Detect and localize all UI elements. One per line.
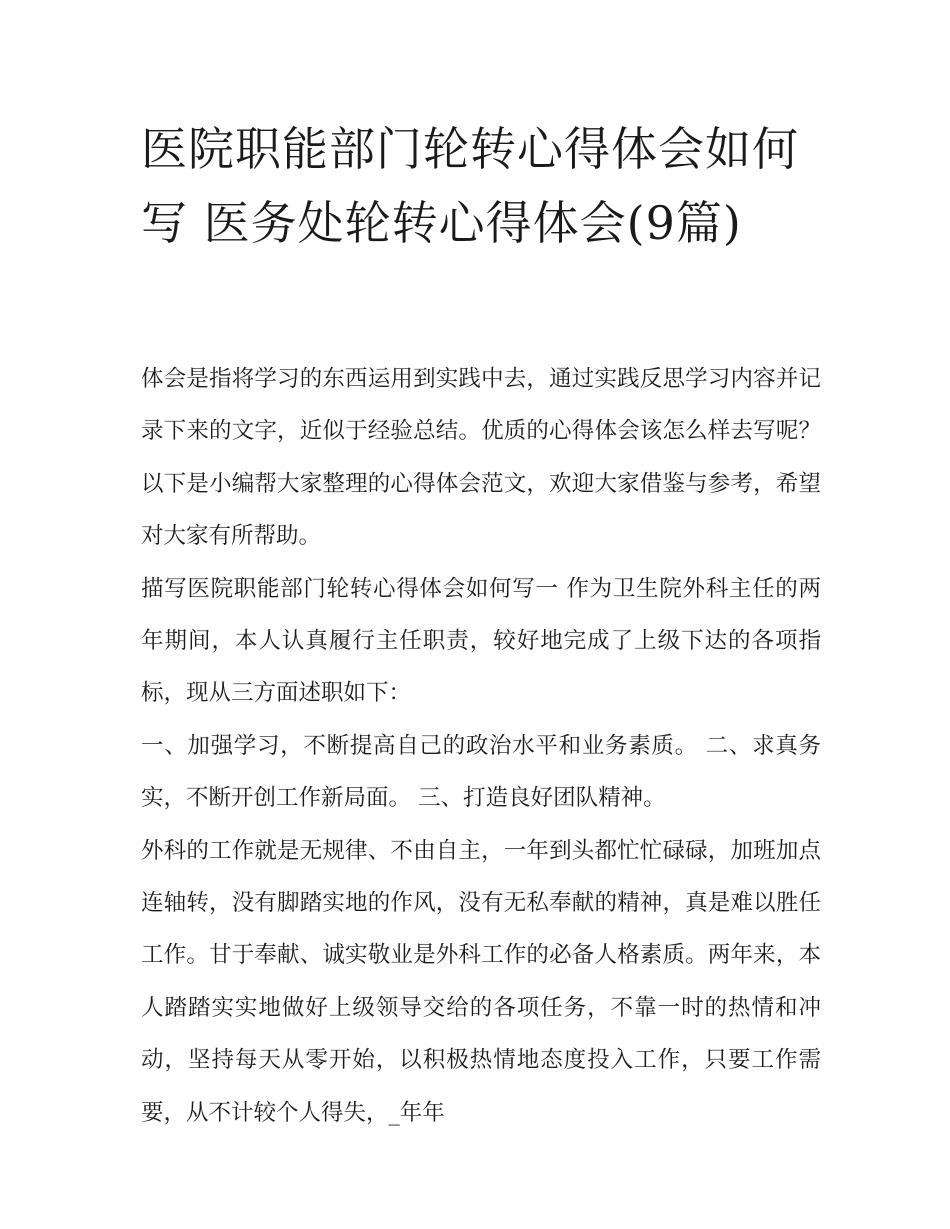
- paragraph-essay-opening: 描写医院职能部门轮转心得体会如何写一 作为卫生院外科主任的两年期间，本人认真履行主任职责，较好地完成了上级下达的各项指标，现从三方面述职如下：: [141, 575, 821, 707]
- document-body: [141, 353, 821, 1139]
- document-title: 医院职能部门轮转心得体会如何写 医务处轮转心得体会(9篇): [141, 122, 799, 250]
- paragraph-outline: 一、加强学习，不断提高自己的政治水平和业务素质。 二、求真务实，不断开创工作新局面。 三、打造良好团队精神。: [141, 732, 821, 812]
- paragraph-surgery-work: 外科的工作就是无规律、不由自主，一年到头都忙忙碌碌，加班加点连轴转，没有脚踏实地的作风，没有无私奉献的精神，真是难以胜任工作。甘于奉献、诚实敬业是外科工作的必备人格素质。两年来，本人踏踏实实地做好上级领导交给的各项任务，不靠一时的热情和冲动，坚持每天从零开始，以积极热情地态度投入工作，只要工作需要，从不计较个人得失，_年年: [141, 837, 821, 1126]
- paragraph-intro: 体会是指将学习的东西运用到实践中去，通过实践反思学习内容并记录下来的文字，近似于经验总结。优质的心得体会该怎么样去写呢？以下是小编帮大家整理的心得体会范文，欢迎大家借鉴与参考，希望对大家有所帮助。: [141, 366, 821, 550]
